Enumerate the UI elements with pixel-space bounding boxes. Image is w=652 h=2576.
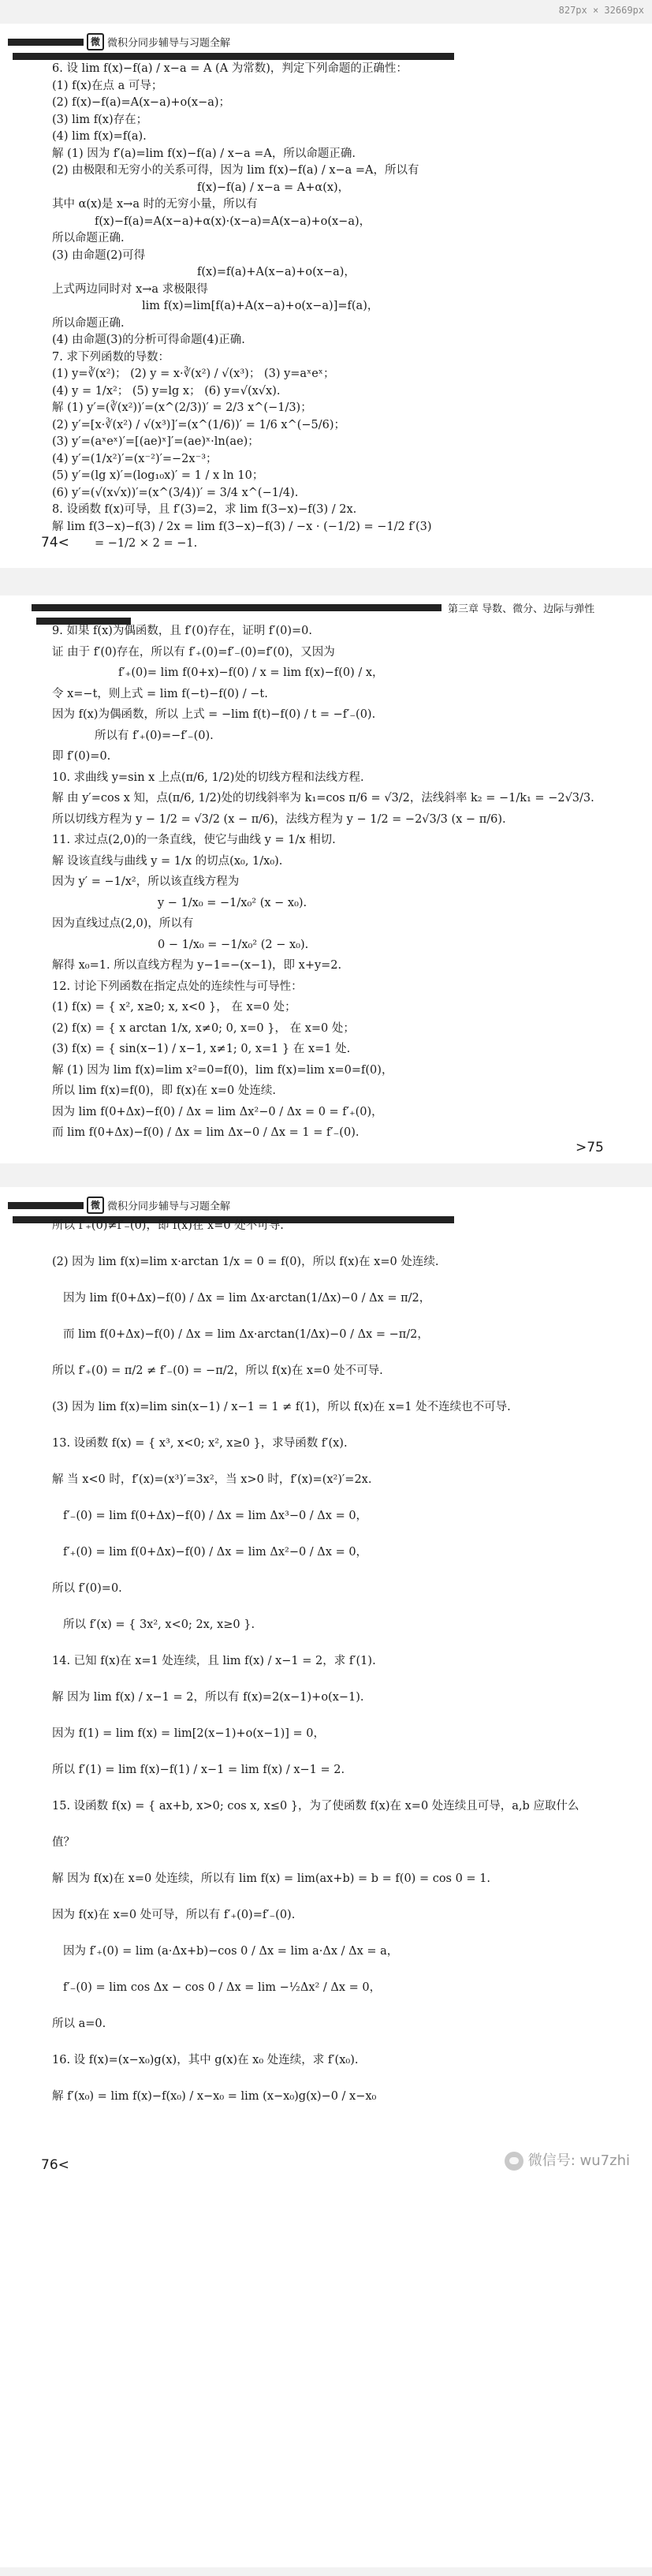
text-line: 解 (1) y′=(∛(x²))′=(x^(2/3))′ = 2/3 x^(−1/3)； <box>52 401 312 414</box>
text-line: 而 lim f(0+Δx)−f(0) / Δx = lim Δx−0 / Δx = 1 = f′₋(0). <box>52 1126 360 1139</box>
text-line: (2) y′=[x·∛(x²) / √(x³)]′=(x^(1/6))′ = 1/6 x^(−5/6)； <box>52 418 346 431</box>
image-size-note: 827px × 32669px <box>558 5 644 16</box>
text-line: lim f(x)=lim[f(a)+A(x−a)+o(x−a)]=f(a)， <box>142 300 379 312</box>
text-line: 即 f′(0)=0. <box>52 750 111 763</box>
text-line: (2) 由极限和无穷小的关系可得，因为 lim f(x)−f(a) / x−a =A，所以有 <box>52 164 419 177</box>
text-line: 上式两边同时对 x→a 求极限得 <box>52 282 208 296</box>
chapter-title: 第三章 导数、微分、边际与弹性 <box>448 603 595 615</box>
text-line: 9. 如果 f(x)为偶函数，且 f′(0)存在，证明 f′(0)=0. <box>52 625 313 637</box>
text-line: 令 x=−t，则上式 = lim f(−t)−f(0) / −t. <box>52 687 268 700</box>
text-line: 解得 x₀=1. 所以直线方程为 y−1=−(x−1)，即 x+y=2. <box>52 959 342 972</box>
text-line: 因为直线过点(2,0)，所以有 <box>52 917 194 930</box>
text-line: f′₋(0) = lim f(0+Δx)−f(0) / Δx = lim Δx³−0 / Δx = 0， <box>63 1510 368 1522</box>
text-line: (1) f(x)在点 a 可导； <box>52 79 163 92</box>
text-line: 所以 a=0. <box>52 2018 106 2030</box>
text-line: 其中 α(x)是 x→a 时的无穷小量，所以有 <box>52 198 258 211</box>
text-line: (3) 因为 lim f(x)=lim sin(x−1) / x−1 = 1 ≠ f(1)，所以 f(x)在 x=1 处不连续也不可导. <box>52 1401 511 1413</box>
text-line: f′₊(0)= lim f(0+x)−f(0) / x = lim f(x)−f(0) / x， <box>118 666 384 679</box>
text-line: (4) y′=(1/x²)′=(x⁻²)′=−2x⁻³； <box>52 452 218 465</box>
text-line: 所以 f′(x) = { 3x², x<0; 2x, x≥0 }. <box>63 1618 255 1631</box>
text-line: 解 (1) 因为 lim f(x)=lim x²=0=f(0)，lim f(x)=lim x=0=f(0)， <box>52 1063 393 1077</box>
text-line: 因为 f(x)在 x=0 处可导，所以有 f′₊(0)=f′₋(0). <box>52 1909 296 1921</box>
text-line: = −1/2 × 2 = −1. <box>95 537 198 550</box>
book-logo-icon: 微 <box>87 1197 104 1214</box>
page-number: 74< <box>41 535 69 551</box>
text-line: (3) lim f(x)存在； <box>52 113 148 126</box>
text-line: f′₋(0) = lim cos Δx − cos 0 / Δx = lim −½Δx² / Δx = 0， <box>63 1981 382 1994</box>
text-line: 因为 f(1) = lim f(x) = lim[2(x−1)+o(x−1)] = 0， <box>52 1727 326 1740</box>
text-line: y − 1/x₀ = −1/x₀² (x − x₀). <box>158 896 307 909</box>
text-line: 10. 求曲线 y=sin x 上点(π/6, 1/2)处的切线方程和法线方程. <box>52 771 364 784</box>
page-number: 76< <box>41 2157 69 2173</box>
text-line: 7. 求下列函数的导数： <box>52 350 170 364</box>
text-line: 所以有 f′₊(0)=−f′₋(0). <box>95 729 214 742</box>
text-line: 解 lim f(3−x)−f(3) / 2x = lim f(3−x)−f(3) / −x · (−1/2) = −1/2 f′(3) <box>52 520 432 533</box>
text-line: 解 由 y′=cos x 知，点(π/6, 1/2)处的切线斜率为 k₁=cos π/6 = √3/2，法线斜率 k₂ = −1/k₁ = −2√3/3. <box>52 792 594 805</box>
text-line: 8. 设函数 f(x)可导，且 f′(3)=2，求 lim f(3−x)−f(3) / 2x. <box>52 503 357 516</box>
text-line: 解 (1) 因为 f′(a)=lim f(x)−f(a) / x−a =A，所以命题正确. <box>52 147 356 160</box>
text-line: 6. 设 lim f(x)−f(a) / x−a = A (A 为常数)，判定下列命题的正确性： <box>52 62 408 75</box>
text-line: f(x)−f(a) / x−a = A+α(x)， <box>197 181 350 194</box>
text-line: (2) f(x) = { x arctan 1/x, x≠0; 0, x=0 }， 在 x=0 处； <box>52 1021 355 1035</box>
book-header <box>8 33 652 62</box>
text-line: f(x)−f(a)=A(x−a)+α(x)·(x−a)=A(x−a)+o(x−a)， <box>95 215 371 228</box>
text-line: f(x)=f(a)+A(x−a)+o(x−a)， <box>197 266 356 278</box>
text-line: 因为 lim f(0+Δx)−f(0) / Δx = lim Δx²−0 / Δx = 0 = f′₊(0)， <box>52 1105 383 1118</box>
text-line: 解 因为 lim f(x) / x−1 = 2，所以有 f(x)=2(x−1)+o(x−1). <box>52 1691 364 1704</box>
text-line: 14. 已知 f(x)在 x=1 处连续，且 lim f(x) / x−1 = 2，求 f′(1). <box>52 1655 376 1667</box>
text-line: 11. 求过点(2,0)的一条直线，使它与曲线 y = 1/x 相切. <box>52 834 336 846</box>
text-line: 0 − 1/x₀ = −1/x₀² (2 − x₀). <box>158 938 309 951</box>
text-line: (4) lim f(x)=f(a). <box>52 130 147 143</box>
book-title: 微积分同步辅导与习题全解 <box>107 37 231 50</box>
book-title: 微积分同步辅导与习题全解 <box>107 1200 231 1213</box>
text-line: 所以切线方程为 y − 1/2 = √3/2 (x − π/6)，法线方程为 y − 1/2 = −2√3/3 (x − π/6). <box>52 812 506 826</box>
text-line: 因为 f(x)为偶函数，所以 上式 = −lim f(t)−f(0) / t = −f′₋(0). <box>52 708 376 721</box>
text-line: 因为 y′ = −1/x²，所以该直线方程为 <box>52 875 240 888</box>
text-line: (1) y=∛(x²)； (2) y = x·∛(x²) / √(x³)； (3) y=aˣeˣ； <box>52 368 335 380</box>
text-line: 解 当 x<0 时，f′(x)=(x³)′=3x²，当 x>0 时，f′(x)=(x²)′=2x. <box>52 1473 372 1486</box>
text-line: 13. 设函数 f(x) = { x³, x<0; x², x≥0 }，求导函数 f′(x). <box>52 1437 348 1450</box>
text-line: 所以命题正确. <box>52 232 125 245</box>
text-line: f′₊(0) = lim f(0+Δx)−f(0) / Δx = lim Δx²−0 / Δx = 0， <box>63 1546 368 1559</box>
page-74 <box>0 24 652 568</box>
text-line: 解 设该直线与曲线 y = 1/x 的切点(x₀, 1/x₀). <box>52 854 283 868</box>
text-line: (3) y′=(aˣeˣ)′=[(ae)ˣ]′=(ae)ˣ·ln(ae)； <box>52 435 259 448</box>
text-line: 所以命题正确. <box>52 316 125 330</box>
text-line: 值？ <box>52 1836 75 1849</box>
text-line: 所以 f′(0)=0. <box>52 1582 122 1595</box>
text-line: 而 lim f(0+Δx)−f(0) / Δx = lim Δx·arctan(1/Δx)−0 / Δx = −π/2， <box>63 1328 429 1341</box>
text-line: (4) 由命题(3)的分析可得命题(4)正确. <box>52 334 245 346</box>
page-75 <box>0 595 652 1163</box>
text-line: 所以 lim f(x)=f(0)，即 f(x)在 x=0 处连续. <box>52 1085 277 1097</box>
page-number: >75 <box>576 1140 604 1155</box>
text-line: 所以 f′₊(0)≠f′₋(0)，即 f(x)在 x=0 处不可导. <box>52 1219 284 1232</box>
wechat-watermark: 微信号: wu7zhi <box>505 2149 630 2171</box>
text-line: 解 f′(x₀) = lim f(x)−f(x₀) / x−x₀ = lim (x−x₀)g(x)−0 / x−x₀ <box>52 2090 377 2103</box>
text-line: (3) f(x) = { sin(x−1) / x−1, x≠1; 0, x=1 } 在 x=1 处. <box>52 1043 351 1055</box>
text-line: 所以 f′₊(0) = π/2 ≠ f′₋(0) = −π/2，所以 f(x)在 x=0 处不可导. <box>52 1365 383 1377</box>
text-line: (5) y′=(lg x)′=(log₁₀x)′ = 1 / x ln 10； <box>52 469 264 482</box>
text-line: (1) f(x) = { x², x≥0; x, x<0 }， 在 x=0 处； <box>52 1001 296 1014</box>
text-line: 所以 f′(1) = lim f(x)−f(1) / x−1 = lim f(x) / x−1 = 2. <box>52 1764 345 1776</box>
text-line: 因为 f′₊(0) = lim (a·Δx+b)−cos 0 / Δx = lim a·Δx / Δx = a， <box>63 1945 399 1958</box>
text-line: 12. 讨论下列函数在指定点处的连续性与可导性： <box>52 980 303 993</box>
text-line: 16. 设 f(x)=(x−x₀)g(x)，其中 g(x)在 x₀ 处连续，求 f′(x₀). <box>52 2054 359 2066</box>
chapter-header <box>32 600 652 627</box>
book-logo-icon: 微 <box>87 33 104 50</box>
text-line: (2) f(x)−f(a)=A(x−a)+o(x−a)； <box>52 96 231 109</box>
text-line: (2) 因为 lim f(x)=lim x·arctan 1/x = 0 = f(0)，所以 f(x)在 x=0 处连续. <box>52 1256 439 1268</box>
text-line: 15. 设函数 f(x) = { ax+b, x>0; cos x, x≤0 }，为了使函数 f(x)在 x=0 处连续且可导，a,b 应取什么 <box>52 1800 579 1813</box>
text-line: (4) y = 1/x²； (5) y=lg x； (6) y=√(x√x). <box>52 384 281 398</box>
text-line: 解 因为 f(x)在 x=0 处连续，所以有 lim f(x) = lim(ax+b) = b = f(0) = cos 0 = 1. <box>52 1872 491 1885</box>
text-line: 证 由于 f′(0)存在，所以有 f′₊(0)=f′₋(0)=f′(0)，又因为 <box>52 645 335 659</box>
text-line: (3) 由命题(2)可得 <box>52 248 146 262</box>
page-76 <box>0 1187 652 2567</box>
text-line: 因为 lim f(0+Δx)−f(0) / Δx = lim Δx·arctan(1/Δx)−0 / Δx = π/2， <box>63 1292 431 1305</box>
wechat-icon <box>505 2152 523 2171</box>
text-line: (6) y′=(√(x√x))′=(x^(3/4))′ = 3/4 x^(−1/4). <box>52 486 299 499</box>
